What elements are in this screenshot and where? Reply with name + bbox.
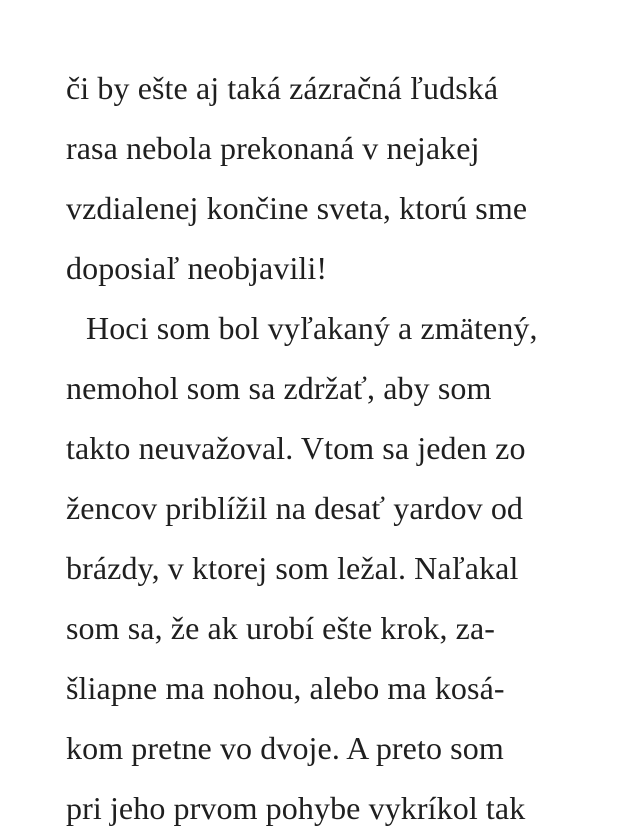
text-line: vzdialenej končine sveta, ktorú sme (66, 190, 528, 226)
text-line: kom pretne vo dvoje. A preto som (66, 730, 504, 766)
text-line: nemohol som sa zdržať, aby som (66, 370, 492, 406)
text-line: šliapne ma nohou, alebo ma kosá- (66, 670, 505, 706)
text-line: rasa nebola prekonaná v nejakej (66, 130, 480, 166)
paragraph-1 (66, 58, 580, 298)
text-line: pri jeho prvom pohybe vykríkol tak (66, 790, 526, 826)
text-line: Hoci som bol vyľakaný a zmätený, (86, 310, 538, 346)
text-line: doposiaľ neobjavili! (66, 250, 328, 286)
text-line: žencov priblížil na desať yardov od (66, 490, 524, 526)
text-line: takto neuvažoval. Vtom sa jeden zo (66, 430, 526, 466)
paragraph-2 (66, 298, 580, 838)
text-line: brázdy, v ktorej som ležal. Naľakal (66, 550, 519, 586)
text-line: či by ešte aj taká zázračná ľudská (66, 70, 499, 106)
text-line: som sa, že ak urobí ešte krok, za- (66, 610, 496, 646)
